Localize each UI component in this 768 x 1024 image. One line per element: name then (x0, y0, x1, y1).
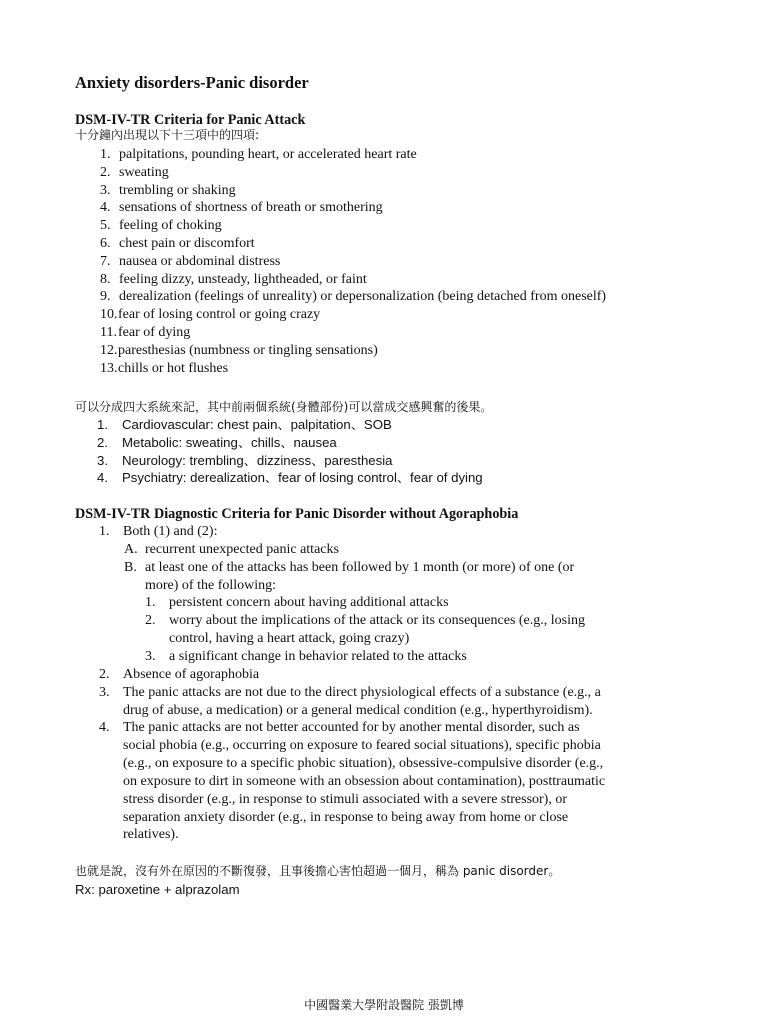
item-text: fear of losing control or going crazy (118, 307, 321, 323)
item-text: at least one of the attacks has been followed by 1 month (or more) of one (or (145, 560, 575, 575)
item-text: Cardiovascular: chest pain、palpitation、SOB (122, 417, 392, 432)
item-text: Psychiatry: derealization、fear of losing control、fear of dying (122, 470, 483, 486)
criterion-4-line-4: on exposure to dirt in someone with an obsession about contamination), posttraumatic (123, 774, 606, 789)
item-text: recurrent unexpected panic attacks (145, 542, 339, 557)
item-text: paresthesias (numbness or tingling sensations) (118, 342, 378, 358)
item-text: Neurology: trembling、dizziness、paresthesia (122, 452, 393, 468)
list-item (100, 324, 606, 342)
criterion-3-continued: drug of abuse, a medication) or a general medical condition (e.g., hyperthyroidism). (123, 703, 593, 718)
list-item (100, 182, 606, 200)
item-text: fear of dying (118, 324, 191, 340)
list-item (100, 342, 606, 360)
item-number: 3. (100, 182, 111, 198)
list-item (100, 235, 606, 253)
list-item (100, 199, 606, 217)
item-text: persistent concern about having additional attacks (169, 595, 449, 610)
item-text: a significant change in behavior related to the attacks (169, 649, 467, 664)
item-number: 8. (100, 271, 111, 287)
item-number: 10. (100, 307, 118, 323)
criterion-4 (99, 719, 580, 737)
item-number: 1. (100, 147, 111, 162)
item-text: feeling of choking (119, 218, 222, 234)
item-text: Absence of agoraphobia (123, 667, 260, 682)
item-number: 2. (100, 164, 111, 180)
criterion-4-line-3: (e.g., on exposure to a specific phobic situation), obsessive-compulsive disorder (e.g., (123, 756, 604, 771)
criterion-1b-item-1 (145, 594, 449, 612)
summary-text: 也就是說，沒有外在原因的不斷復發，且事後擔心害怕超過一個月，稱為 panic disorder。 (75, 864, 561, 878)
item-number: 3. (99, 685, 110, 700)
item-text: sweating (119, 164, 169, 180)
rx-text: Rx: paroxetine + alprazolam (75, 882, 240, 897)
criterion-1a (124, 541, 339, 559)
criterion-1 (99, 523, 217, 541)
item-number: 4. (97, 470, 108, 486)
item-text: Both (1) and (2): (123, 524, 218, 539)
list-item (100, 360, 606, 378)
item-number: 1. (145, 595, 156, 610)
item-number: 3. (97, 452, 108, 468)
list-item (97, 434, 483, 452)
item-number: 5. (100, 218, 111, 234)
item-text: feeling dizzy, unsteady, lightheaded, or faint (119, 271, 367, 287)
section1-heading: DSM-IV-TR Criteria for Panic Attack (75, 112, 306, 128)
item-text: derealization (feelings of unreality) or depersonalization (being detached from oneself) (119, 289, 607, 305)
document-title: Anxiety disorders-Panic disorder (75, 73, 309, 92)
item-number: 2. (97, 434, 108, 450)
criterion-4-line-6: separation anxiety disorder (e.g., in response to being away from home or close (123, 810, 569, 825)
item-text: The panic attacks are not due to the direct physiological effects of a substance (e.g., a (123, 685, 601, 700)
item-number: 13. (100, 360, 118, 376)
criterion-1b (124, 559, 574, 577)
criterion-4-line-7: relatives). (123, 827, 179, 842)
item-number: 7. (100, 253, 111, 269)
item-text: chills or hot flushes (118, 360, 229, 376)
item-number: 11. (100, 324, 117, 340)
item-text: sensations of shortness of breath or smothering (119, 200, 383, 216)
criterion-3 (99, 684, 601, 702)
item-number: 2. (145, 613, 156, 628)
list-item (97, 452, 483, 470)
item-text: palpitations, pounding heart, or accelerated heart rate (119, 147, 417, 162)
item-number: A. (124, 542, 138, 557)
list-item (100, 164, 606, 182)
criterion-4-line-5: stress disorder (e.g., in response to stimuli associated with a severe stressor), or (123, 792, 568, 807)
list-item (100, 253, 606, 271)
item-number: 3. (145, 649, 156, 664)
item-number: 6. (100, 235, 111, 251)
section3-heading: DSM-IV-TR Diagnostic Criteria for Panic Disorder without Agoraphobia (75, 506, 519, 522)
item-text: The panic attacks are not better accounted for by another mental disorder, such as (123, 720, 580, 735)
item-text: worry about the implications of the attack or its consequences (e.g., losing (169, 613, 586, 628)
item-number: 1. (97, 417, 108, 432)
list-item (100, 217, 606, 235)
list-item (100, 306, 606, 324)
item-number: 12. (100, 342, 118, 358)
list-item (100, 288, 606, 306)
item-number: 9. (100, 289, 111, 305)
item-text: nausea or abdominal distress (119, 253, 281, 269)
item-number: 4. (100, 200, 111, 216)
page-footer: 中國醫業大學附設醫院 張凱博 (304, 998, 464, 1012)
criterion-1b-item-2 (145, 612, 585, 630)
section1-intro: 十分鐘內出現以下十三項中的四項: (75, 128, 260, 142)
item-text: chest pain or discomfort (119, 235, 255, 251)
criterion-1b-item-3 (145, 648, 467, 666)
item-number: B. (124, 560, 137, 575)
criterion-2 (99, 666, 259, 684)
item-number: 4. (99, 720, 110, 735)
criterion-4-line-2: social phobia (e.g., occurring on exposure to feared social situations), specific phobia (123, 738, 601, 753)
item-number: 1. (99, 524, 110, 539)
list-item (97, 416, 483, 434)
panic-attack-criteria-list (100, 146, 606, 377)
criterion-1b-item-2-continued: control, having a heart attack, going crazy) (169, 631, 410, 646)
item-text: Metabolic: sweating、chills、nausea (122, 434, 337, 450)
criterion-1b-continued: more) of the following: (145, 578, 277, 593)
item-text: trembling or shaking (119, 182, 236, 198)
list-item (100, 146, 606, 164)
section2-intro: 可以分成四大系統來記，其中前兩個系統(身體部份)可以當成交感興奮的後果。 (75, 400, 493, 414)
list-item (97, 469, 483, 487)
list-item (100, 271, 606, 289)
item-number: 2. (99, 667, 110, 682)
four-systems-list (97, 416, 483, 487)
